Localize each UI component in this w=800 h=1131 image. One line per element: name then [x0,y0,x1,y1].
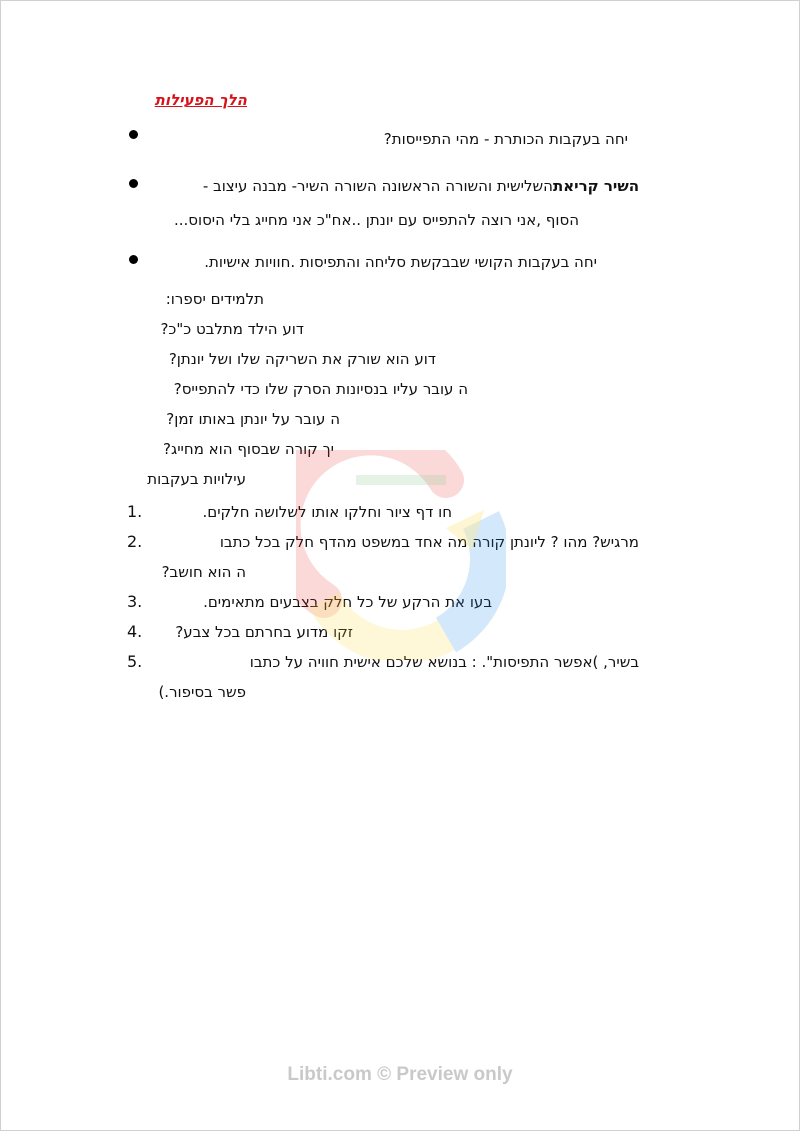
activity-item-4: זקו מדוע בחרתם בכל צבע? [175,623,353,641]
activity-item-2: מרגיש? מהו ? ליונתן קורה מה אחד במשפט מהדף חלק בכל כתבו [219,533,639,551]
bullet-dot [129,130,138,139]
question-item: יך קורה שבסוף הוא מחייג? [163,440,334,458]
bullet-item-3: יחה בעקבות הקושי שבבקשת סליחה והתפיסות .חוויות אישיות. [204,253,597,271]
activity-item-1: חו דף ציור וחלקו אותו לשלושה חלקים. [202,503,452,521]
question-item: דוע הילד מתלבט כ"כ? [160,320,304,338]
list-number: 5. [127,652,143,671]
list-number: 2. [127,532,143,551]
bullet-item-2-text: השלישית והשורה הראשונה השורה השיר- מבנה עיצוב - [202,177,553,195]
activity-item-3: בעו את הרקע של כל חלק בצבעים מתאימים. [203,593,492,611]
students-intro: תלמידים יספרו: [165,290,264,308]
activities-title: עילויות בעקבות [147,470,246,488]
activity-item-5-continuation: פשר בסיפור.) [158,683,246,701]
bullet-item-2 [203,176,639,196]
question-item: דוע הוא שורק את השריקה שלו ושל יונתן? [168,350,436,368]
bullet-dot [129,179,138,188]
activity-item-5: בשיר, )אפשר התפיסות". : בנושא שלכם אישית חוויה על כתבו [249,653,639,671]
bullet-dot [129,255,138,264]
list-number: 4. [127,622,143,641]
bullet-item-1: יחה בעקבות הכותרת - מהי התפייסות? [383,130,628,148]
section-heading: הלך הפעילות [154,91,247,109]
preview-watermark: Libti.com © Preview only [287,1064,513,1085]
bullet-item-2-continuation: הסוף ,אני רוצה להתפייס עם יונתן ..אח"כ אני מחייג בלי היסוס... [173,211,579,229]
activity-item-2-continuation: ה הוא חושב? [161,563,246,581]
list-number: 3. [127,592,143,611]
list-number: 1. [127,502,143,521]
watermark-logo-icon [296,450,506,660]
bullet-item-2-bold: השיר קריאת [552,177,639,195]
question-item: ה עובר על יונתן באותו זמן? [166,410,340,428]
question-item: ה עובר עליו בנסיונות הסרק שלו כדי להתפייס? [173,380,468,398]
